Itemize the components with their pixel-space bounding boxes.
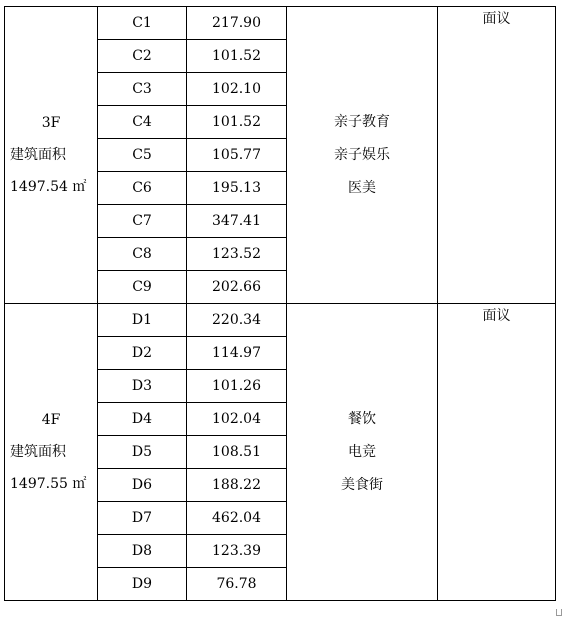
unit-area: 102.04 <box>187 403 287 436</box>
floor-area-label: 建筑面积 <box>10 444 66 460</box>
unit-number: D6 <box>98 469 187 502</box>
business-use: 亲子教育 <box>334 113 390 130</box>
floor-area-label: 建筑面积 <box>10 147 66 163</box>
unit-number: D2 <box>98 337 187 370</box>
business-use-cell <box>287 7 438 304</box>
floor-3f-section <box>5 7 556 304</box>
unit-number: D4 <box>98 403 187 436</box>
unit-number: D1 <box>98 304 187 337</box>
business-use: 餐饮 <box>348 410 376 427</box>
unit-area: 101.52 <box>187 106 287 139</box>
unit-number: C8 <box>98 238 187 271</box>
floor-area-value: 1497.55 ㎡ <box>10 476 87 492</box>
floor-4f-section <box>5 304 556 601</box>
rent-cell <box>438 7 556 304</box>
floor-number: 4F <box>41 412 61 428</box>
unit-area: 76.78 <box>187 568 287 601</box>
rent-negotiable-label: 面议 <box>482 308 511 324</box>
unit-number: D8 <box>98 535 187 568</box>
table-row <box>5 7 556 40</box>
unit-area: 188.22 <box>187 469 287 502</box>
rent-cell <box>438 304 556 601</box>
unit-number: C6 <box>98 172 187 205</box>
unit-number: D3 <box>98 370 187 403</box>
floor-number: 3F <box>41 115 61 131</box>
unit-area: 108.51 <box>187 436 287 469</box>
unit-number: D7 <box>98 502 187 535</box>
unit-number: C2 <box>98 40 187 73</box>
unit-number: D9 <box>98 568 187 601</box>
unit-number: C3 <box>98 73 187 106</box>
unit-area: 220.34 <box>187 304 287 337</box>
floor-area-value: 1497.54 ㎡ <box>10 179 87 195</box>
unit-area: 217.90 <box>187 7 287 40</box>
unit-number: C9 <box>98 271 187 304</box>
unit-number: D5 <box>98 436 187 469</box>
floor-info-cell <box>5 7 98 304</box>
unit-area: 101.52 <box>187 40 287 73</box>
paragraph-end-mark <box>556 609 562 616</box>
rent-negotiable-label: 面议 <box>482 11 511 27</box>
business-use: 亲子娱乐 <box>334 146 390 163</box>
unit-area: 102.10 <box>187 73 287 106</box>
unit-area: 114.97 <box>187 337 287 370</box>
unit-area: 101.26 <box>187 370 287 403</box>
unit-area: 105.77 <box>187 139 287 172</box>
unit-number: C4 <box>98 106 187 139</box>
business-use: 医美 <box>348 179 376 196</box>
unit-area: 123.39 <box>187 535 287 568</box>
table-row <box>5 304 556 337</box>
unit-area: 123.52 <box>187 238 287 271</box>
unit-area: 195.13 <box>187 172 287 205</box>
unit-area: 202.66 <box>187 271 287 304</box>
business-use-cell <box>287 304 438 601</box>
business-use: 美食街 <box>341 476 383 493</box>
business-use: 电竞 <box>348 443 376 460</box>
unit-number: C5 <box>98 139 187 172</box>
unit-number: C7 <box>98 205 187 238</box>
floor-leasing-table <box>4 6 556 601</box>
unit-area: 347.41 <box>187 205 287 238</box>
unit-area: 462.04 <box>187 502 287 535</box>
floor-info-cell <box>5 304 98 601</box>
unit-number: C1 <box>98 7 187 40</box>
